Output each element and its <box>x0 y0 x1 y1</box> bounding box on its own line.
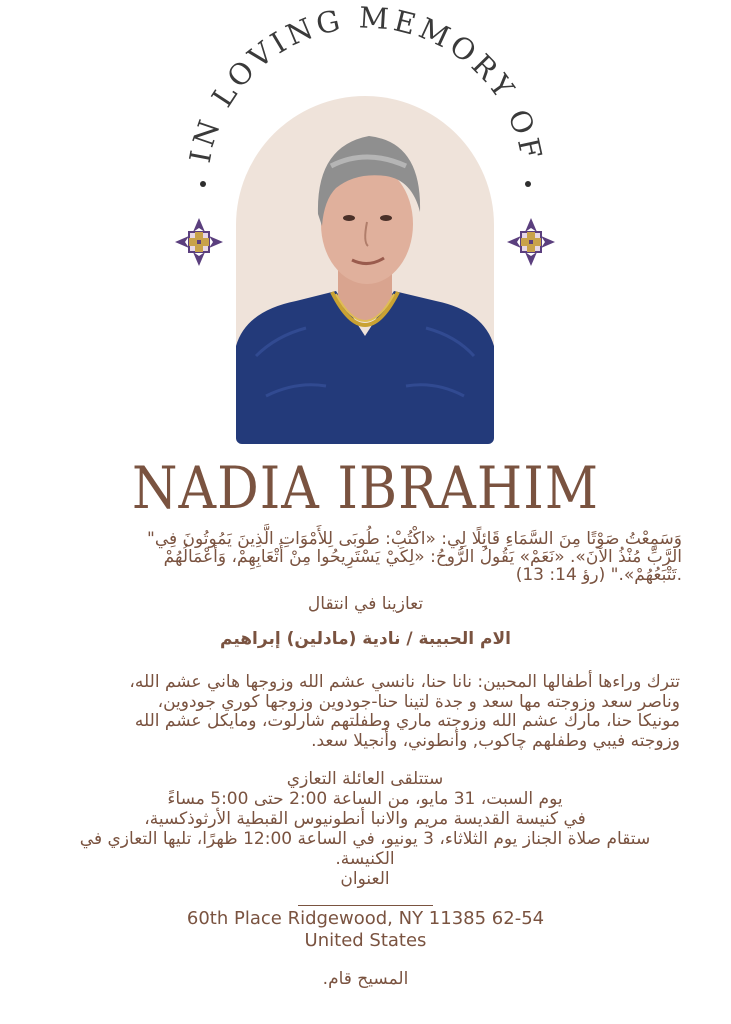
address-country: United States <box>304 930 427 951</box>
portrait-frame <box>236 96 494 444</box>
survivors-line: وناصر سعد وزوجته مها سعد و جدة لتينا حنا-جودوين وزوجها كوري جودوين، <box>157 691 680 712</box>
funeral-notice: ستقام صلاة الجناز يوم الثلاثاء، 3 يونيو، في الساعة 12:00 ظهرًا، تليها التعازي في <box>79 829 651 849</box>
bible-verse <box>52 530 682 584</box>
survivors-paragraph <box>50 673 680 751</box>
deceased-name: NADIA IBRAHIM <box>132 455 599 523</box>
address-heading: العنوان <box>340 869 390 889</box>
receiving-notice: ستتلقى العائلة التعازي <box>286 769 444 789</box>
arc-title-text: IN LOVING MEMORY OF <box>182 0 550 166</box>
verse-line: .تَتْبَعُهُمْ»." (رؤ 14: 13) <box>515 565 682 585</box>
closing-phrase: المسيح قام. <box>322 969 409 989</box>
address <box>0 908 731 952</box>
coptic-cross-icon <box>173 216 225 268</box>
survivors-line: وزوجته فيبي وطفلهم چاكوب, وأنطوني، وأنجيلا سعد. <box>311 730 680 751</box>
address-line: 60th Place Ridgewood, NY 11385 62-54 <box>186 908 545 929</box>
visitation-date: يوم السبت، 31 مايو، من الساعة 2:00 حتى 5:00 مساءً <box>167 789 563 809</box>
arc-dot-left <box>200 181 206 187</box>
arc-dot-right <box>525 181 531 187</box>
verse-line: الرَّبِّ مُنْذُ الآنَ». «نَعَمْ» يَقُولُ الرُّوحُ: «لِكَيْ يَسْتَرِيحُوا مِنْ أَتْعَابِهِمْ، وَأَعْمَالُهُمْ <box>163 547 682 567</box>
funeral-notice-end: الكنيسة. <box>335 849 395 869</box>
divider <box>298 905 433 906</box>
church-name: في كنيسة القديسة مريم والانبا أنطونيوس القبطية الأرثوذكسية، <box>144 809 586 829</box>
survivors-line: تترك وراءها أطفالها المحبين: نانا حنا، نانسي عشم الله وزوجها هاني عشم الله، <box>129 672 680 692</box>
survivors-line: مونيكا حنا، مارك عشم الله وزوجته ماري وطفلتهم شارلوت، ومايكل عشم الله <box>134 711 680 731</box>
condolence-heading: تعازينا في انتقال <box>307 594 424 614</box>
coptic-cross-icon <box>505 216 557 268</box>
verse-line: وَسَمِعْتُ صَوْتًا مِنَ السَّمَاءِ قَائِلًا لِي: «اكْتُبْ: طُوبَى لِلأَمْوَاتِ الَّذِينَ يَمُوتُونَ فِي" <box>147 529 682 549</box>
portrait-photo <box>236 96 494 444</box>
deceased-arabic-name: الام الحبيبة / نادية (مادلين) إبراهيم <box>220 629 511 649</box>
